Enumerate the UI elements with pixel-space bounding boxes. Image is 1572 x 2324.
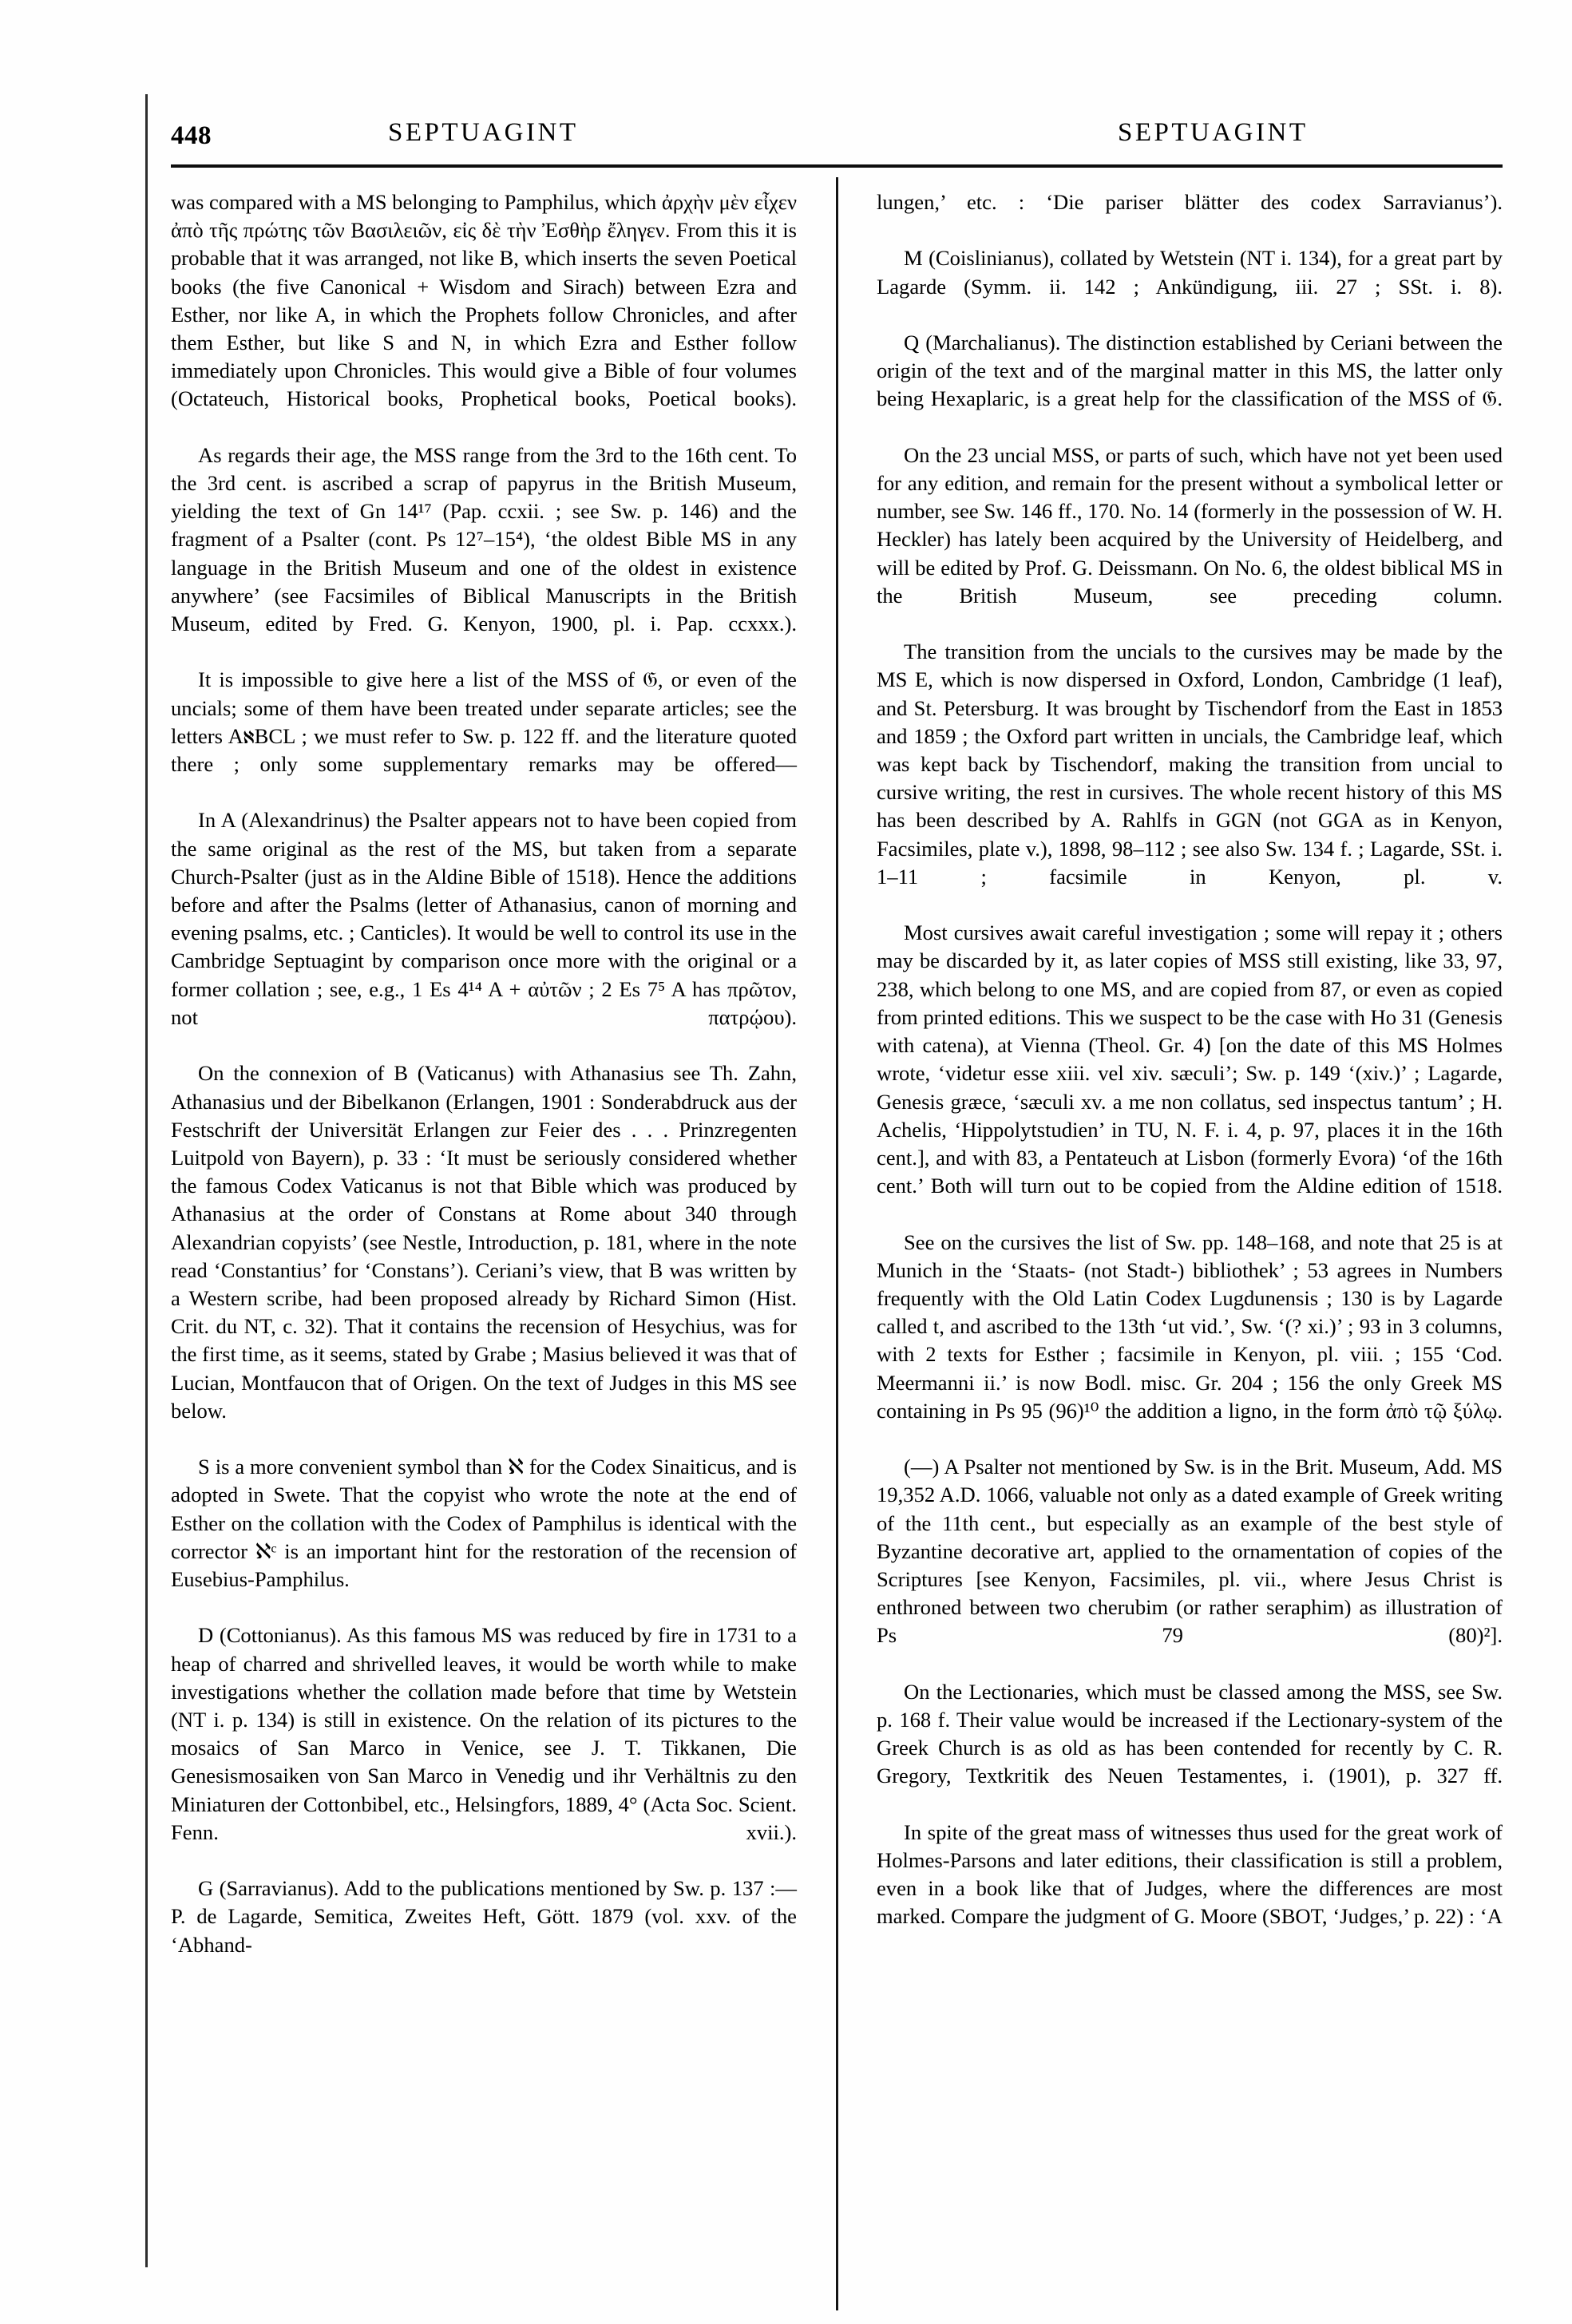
paragraph: was compared with a MS belonging to Pamphilus, which ἀρχὴν μὲν εἶχεν ἀπὸ τῆς πρώτης τῶν Βασιλειῶν, εἰς δὲ τὴν Ἐσθὴρ ἔληγεν. From this it is probable that it was arranged, not like B, which inserts the seven Poetical books (the five Canonical + Wisdom and Sirach) between Ezra and Esther, nor like A, in which the Prophets follow Chronicles, and after them Esther, but like S and N, in which Ezra and Esther follow immediately upon Chronicles. This would give a Bible of four volumes (Octateuch, Historical books, Prophetical books, Poetical books). <box>171 190 797 411</box>
binding-edge-rule <box>145 94 148 2267</box>
paragraph: D (Cottonianus). As this famous MS was reduced by fire in 1731 to a heap of charred and shrivelled leaves, it would be worth while to make investigations whether the collation made before that time by Wetstein (NT i. p. 134) is still in existence. On the relation of its pictures to the mosaics of San Marco in Venice, see J. T. Tikkanen, Die Genesismosaiken von San Marco in Venedig und ihr Verhältnis zu den Miniaturen der Cottonbibel, etc., Helsingfors, 1889, 4° (Acta Soc. Scient. Fenn. xvii.). <box>171 1623 797 1844</box>
left-column <box>171 188 797 1987</box>
paragraph: See on the cursives the list of Sw. pp. 148–168, and note that 25 is at Munich in the ‘Staats- (not Stadt-) bibliothek’ ; 53 agrees in Numbers frequently with the Old Latin Codex Lugdunensis ; 130 is by Lagarde called t, and ascribed to the 13th ‘ut vid.’, Sw. ‘(? xi.)’ ; 93 in 3 columns, with 2 texts for Esther ; facsimile in Kenyon, pl. viii. ; 155 ‘Cod. Meermanni ii.’ is now Bodl. misc. Gr. 204 ; 156 the only Greek MS containing in Ps 95 (96)¹⁰ the addition a ligno, in the form ἀπὸ τῷ ξύλῳ. <box>877 1229 1503 1423</box>
paragraph: (—) A Psalter not mentioned by Sw. is in the Brit. Museum, Add. MS 19,352 A.D. 1066, valuable not only as a dated example of Greek writing of the 11th cent., but especially as an example of the best style of Byzantine decorative art, applied to the ornamentation of copies of the Scriptures [see Kenyon, Facsimiles, pl. vii., where Jesus Christ is enthroned between two cherubim (or rather seraphim) as illustration of Ps 79 (80)²]. <box>877 1455 1503 1648</box>
paragraph: It is impossible to give here a list of the MSS of 𝔊, or even of the uncials; some of them have been treated under separate articles; see the letters AℵBCL ; we must refer to Sw. p. 122 ff. and the literature quoted there ; only some supplementary remarks may be offered— <box>171 667 797 777</box>
paragraph: On the connexion of B (Vaticanus) with Athanasius see Th. Zahn, Athanasius und der Bibelkanon (Erlangen, 1901 : Sonderabdruck aus der Festschrift der Universität Erlangen zur Feier des . . . Prinzregenten Luitpold von Bayern), p. 33 : ‘It must be seriously considered whether the famous Codex Vaticanus is not that Bible which was produced by Athanasius at the order of Constans at Rome about 340 through Alexandrian copyists’ (see Nestle, Introduction, p. 181, where in the note read ‘Constantius’ for ‘Constans’). Ceriani’s view, that B was written by a Western scribe, had been proposed already by Richard Simon (Hist. Crit. du NT, c. 32). That it contains the recension of Hesychius, was for the first time, as it seems, stated by Grabe ; Masius believed it was that of Lucian, Montfaucon that of Origen. On the text of Judges in this MS see below. <box>171 1061 797 1423</box>
paragraph: Most cursives await careful investigation ; some will repay it ; others may be discarded by it, as later copies of MSS still existing, like 33, 97, 238, which belong to one MS, and are copied from 87, or even as copied from printed editions. This we suspect to be the case with Ho 31 (Genesis with catena), at Vienna (Theol. Gr. 4) [on the date of this MS Holmes wrote, ‘videtur esse xiii. vel xiv. sæculi’; Sw. p. 149 ‘(xiv.)’ ; Lagarde, Genesis græce, ‘sæculi xv. a me non collatus, sed inspectus tantum’ ; H. Achelis, ‘Hippolytstudien’ in TU, N. F. i. 4, p. 97, places it in the 16th cent.], and with 83, a Pentateuch at Lisbon (formerly Evora) ‘of the 16th cent.’ Both will turn out to be copied from the Aldine edition of 1518. <box>877 920 1503 1198</box>
paragraph: G (Sarravianus). Add to the publications mentioned by Sw. p. 137 :—P. de Lagarde, Semitica, Zweites Heft, Gött. 1879 (vol. xxv. of the ‘Abhand- <box>171 1876 797 1957</box>
paragraph: In A (Alexandrinus) the Psalter appears not to have been copied from the same original as the rest of the MS, but taken from a separate Church-Psalter (just as in the Aldine Bible of 1518). Hence the additions before and after the Psalms (letter of Athanasius, canon of morning and evening psalms, etc. ; Canticles). It would be well to control its use in the Cambridge Septuagint by comparison once more with the original or a former collation ; see, e.g., 1 Es 4¹⁴ A + αὐτῶν ; 2 Es 7⁵ A has πρῶτον, not πατρῴου). <box>171 808 797 1029</box>
paragraph: On the Lectionaries, which must be classed among the MSS, see Sw. p. 168 f. Their value would be increased if the Lectionary-system of the Greek Church is as old as has been contended for recently by C. R. Gregory, Textkritik des Neuen Testamentes, i. (1901), p. 327 ff. <box>877 1679 1503 1788</box>
running-head-left: SEPTUAGINT <box>388 118 579 147</box>
paragraph: lungen,’ etc. : ‘Die pariser blätter des codex Sarravianus’). <box>877 190 1503 214</box>
header-divider-rule <box>171 164 1503 168</box>
paragraph: As regards their age, the MSS range from the 3rd to the 16th cent. To the 3rd cent. is ascribed a scrap of papyrus in the British Museum, yielding the text of Gn 14¹⁷ (Pap. ccxii. ; see Sw. p. 146) and the fragment of a Psalter (cont. Ps 12⁷–15⁴), ‘the oldest Bible MS in any language in the British Museum and one of the oldest in existence anywhere’ (see Facsimiles of Biblical Manuscripts in the British Museum, edited by Fred. G. Kenyon, 1900, pl. i. Pap. ccxxx.). <box>171 442 797 636</box>
column-divider-rule <box>836 177 838 2310</box>
paragraph: S is a more convenient symbol than ℵ for the Codex Sinaiticus, and is adopted in Swete. That the copyist who wrote the note at the end of Esther on the collation with the Codex of Pamphilus is identical with the corrector ℵᶜ is an important hint for the restoration of the recension of Eusebius-Pamphilus. <box>171 1455 797 1591</box>
column-gutter <box>797 188 877 1987</box>
running-head-right: SEPTUAGINT <box>1118 118 1309 147</box>
two-column-body <box>171 188 1503 1987</box>
paragraph: In spite of the great mass of witnesses thus used for the great work of Holmes-Parsons and later editions, their classification is still a problem, even in a book like that of Judges, where the differences are most marked. Compare the judgment of G. Moore (SBOT, ‘Judges,’ p. 22) : ‘A <box>877 1819 1503 1929</box>
running-head <box>171 112 1503 171</box>
paragraph: On the 23 uncial MSS, or parts of such, which have not yet been used for any edition, and remain for the present without a symbolical letter or number, see Sw. 146 ff., 170. No. 14 (formerly in the possession of W. H. Heckler) has lately been acquired by the University of Heidelberg, and will be edited by Prof. G. Deissmann. On No. 6, the oldest biblical MS in the British Museum, see preceding column. <box>877 442 1503 608</box>
page-number: 448 <box>171 121 212 150</box>
page-content <box>171 112 1503 1987</box>
paragraph: Q (Marchalianus). The distinction established by Ceriani between the origin of the text and of the marginal matter in this MS, the latter only being Hexaplaric, is a great help for the classification of the MSS of 𝔊. <box>877 331 1503 411</box>
paragraph: The transition from the uncials to the cursives may be made by the MS E, which is now dispersed in Oxford, London, Cambridge (1 leaf), and St. Petersburg. It was brought by Tischendorf from the East in 1853 and 1859 ; the Oxford part written in uncials, the Cambridge leaf, which was kept back by Tischendorf, making the transition from uncial to cursive writing, the rest in cursives. The whole recent history of this MS has been described by A. Rahlfs in GGN (not GGA as in Kenyon, Facsimiles, plate v.), 1898, 98–112 ; see also Sw. 134 f. ; Lagarde, SSt. i. 1–11 ; facsimile in Kenyon, pl. v. <box>877 639 1503 889</box>
right-column <box>877 188 1503 1987</box>
paragraph: M (Coislinianus), collated by Wetstein (NT i. 134), for a great part by Lagarde (Symm. ii. 142 ; Ankündigung, iii. 27 ; SSt. i. 8). <box>877 246 1503 299</box>
